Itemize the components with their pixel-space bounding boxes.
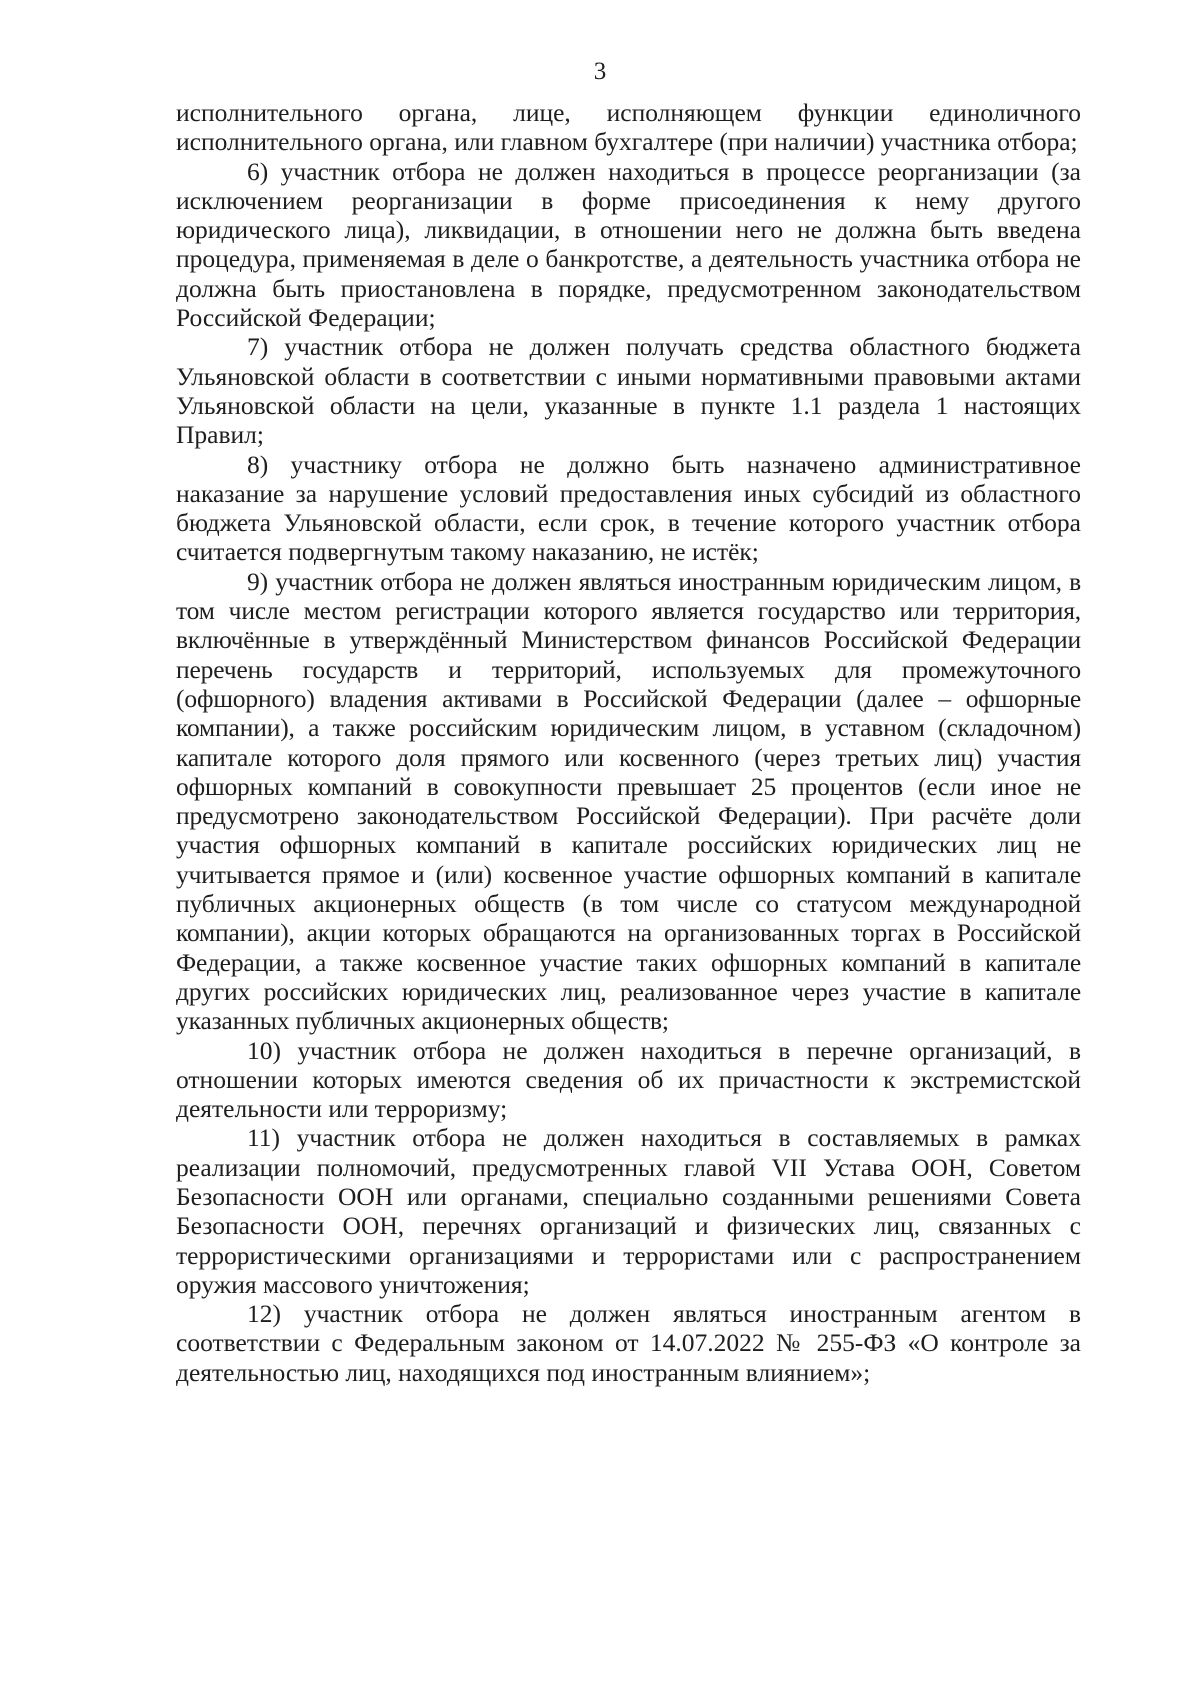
paragraph-item-6: 6) участник отбора не должен находиться в процессе реорганизации (за исключением реорганизации в форме присоединения к нему другого юридического лица), ликвидации, в отношении него не должна быть введена процедура, применяемая в деле о банкротстве, а деятельность участника отбора не должна быть приостановлена в порядке, предусмотренном законодательством Российской Федерации; <box>176 156 1081 333</box>
paragraph-item-7: 7) участник отбора не должен получать средства областного бюджета Ульяновской области в соответствии с иными нормативными правовыми актами Ульяновской области на цели, указанные в пункте 1.1 раздела 1 настоящих Правил; <box>176 332 1081 450</box>
paragraph-item-12: 12) участник отбора не должен являться иностранным агентом в соответствии с Федеральным законом от 14.07.2022 № 255-ФЗ «О контроле за деятельностью лиц, находящихся под иностранным влиянием»; <box>176 1299 1081 1387</box>
document-body <box>176 98 1081 1387</box>
paragraph-item-11: 11) участник отбора не должен находиться в составляемых в рамках реализации полномочий, предусмотренных главой VII Устава ООН, Советом Безопасности ООН или органами, специально созданными решениями Совета Безопасности ООН, перечнях организаций и физических лиц, связанных с террористическими организациями и террористами или с распространением оружия массового уничтожения; <box>176 1123 1081 1299</box>
paragraph-item-10: 10) участник отбора не должен находиться в перечне организаций, в отношении которых имеются сведения об их причастности к экстремистской деятельности или терроризму; <box>176 1035 1081 1124</box>
paragraph-continuation: исполнительного органа, лице, исполняющем функции единоличного исполнительного органа, или главном бухгалтере (при наличии) участника отбора; <box>176 98 1081 157</box>
page-number: 3 <box>593 58 607 85</box>
paragraph-item-9: 9) участник отбора не должен являться иностранным юридическим лицом, в том числе местом регистрации которого является государство или территория, включённые в утверждённый Министерством финансов Российской Федерации перечень государств и территорий, используемых для промежуточного (офшорного) владения активами в Российской Федерации (далее – офшорные компании), а также российским юридическим лицом, в уставном (складочном) капитале которого доля прямого или косвенного (через третьих лиц) участия офшорных компаний в совокупности превышает 25 процентов (если иное не предусмотрено законодательством Российской Федерации). При расчёте доли участия офшорных компаний в капитале российских юридических лиц не учитывается прямое и (или) косвенное участие офшорных компаний в капитале публичных акционерных обществ (в том числе со статусом международной компании), акции которых обращаются на организованных торгах в Российской Федерации, а также косвенное участие таких офшорных компаний в капитале других российских юридических лиц, реализованное через участие в капитале указанных публичных акционерных обществ; <box>176 566 1081 1036</box>
paragraph-item-8: 8) участнику отбора не должно быть назначено административное наказание за нарушение условий предоставления иных субсидий из областного бюджета Ульяновской области, если срок, в течение которого участник отбора считается подвергнутым такому наказанию, не истёк; <box>176 449 1081 567</box>
